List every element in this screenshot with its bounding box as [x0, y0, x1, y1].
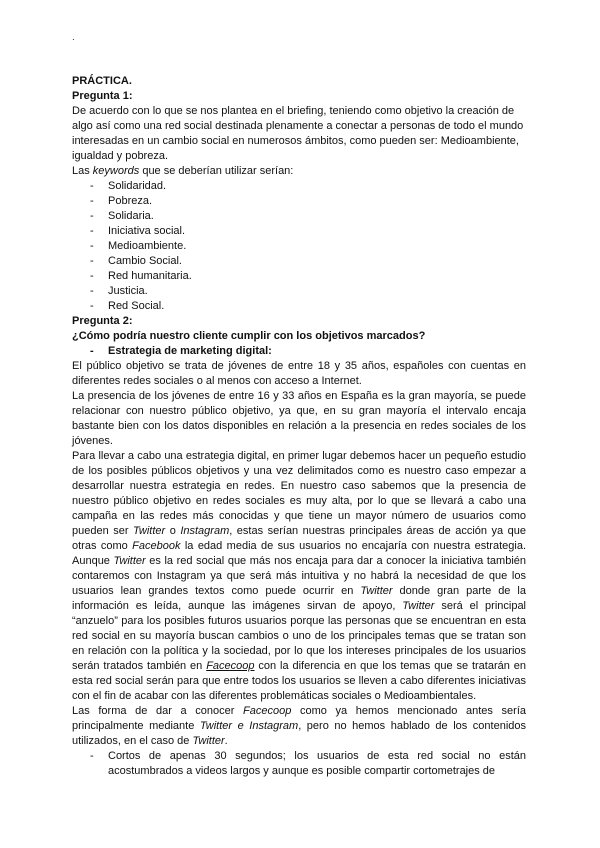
top-mark: .	[72, 32, 75, 43]
question-2-text: ¿Cómo podría nuestro cliente cumplir con los objetivos marcados?	[72, 330, 426, 342]
question-1-heading: Pregunta 1:	[72, 90, 133, 102]
keyword-item: - Pobreza.	[72, 194, 526, 209]
keyword-item: - Medioambiente.	[72, 239, 526, 254]
content-bullet: - Cortos de apenas 30 segundos; los usuarios de esta red social no están acostumbrados a videos largos y aunque es posible compartir cortometrajes de	[72, 749, 526, 779]
keyword-item: - Solidaria.	[72, 209, 526, 224]
paragraph-content: Las forma de dar a conocer Facecoop como ya hemos mencionado antes sería principalmente mediante Twitter e Instagram, pero no hemos hablado de los contenidos utilizados, en el caso de Twitter.	[72, 705, 527, 747]
document-page	[72, 30, 526, 779]
question-2-heading: Pregunta 2:	[72, 315, 133, 327]
paragraph-presence: La presencia de los jóvenes de entre 16 y 33 años en España es la gran mayoría, se puede relacionar con nuestro público objetivo, ya que, en su gran mayoría el intervalo encaja bastante bien con los datos disponibles en relación a la presencia en redes sociales de los jóvenes.	[72, 390, 526, 447]
paragraph-strategy: Para llevar a cabo una estrategia digital, en primer lugar debemos hacer un pequeño estudio de los posibles públicos objetivos y una vez delimitados como es nuestro caso empezar a desarrollar nuestra estrategia en redes. En nuestro caso sabemos que la presencia de nuestro público objetivo en redes sociales es muy alta, por lo que se llevará a cabo una campaña en las redes más conocidas y que tiene un mayor número de usuarios como pueden ser Twitter o Instagram, estas serían nuestras principales áreas de acción ya que otras como Facebook la edad media de sus usuarios no encajaría con nuestra estrategia. Aunque Twitter es la red social que más nos encaja para dar a conocer la iniciativa también contaremos con Instagram ya que será más intuitiva y no habrá la necesidad de que los usuarios lean grandes textos como puede ocurrir en Twitter donde gran parte de la información es leída, aunque las imágenes sirvan de apoyo, Twitter será el principal “anzuelo” para los posibles futuros usuarios porque las personas que se encuentran en esta red social en su mayoría buscan cambios o uno de los principales temas que se tratan son en relación con la política y la sociedad, por lo que los intereses principales de los usuarios serán tratados también en Facecoop con la diferencia en que los temas que se tratarán en esta red social serán para que entre todos los usuarios se lleven a cabo diferentes iniciativas con el fin de acabar con las diferentes problemáticas sociales o Medioambientales.	[72, 450, 527, 702]
facecoop-link: Facecoop	[206, 660, 255, 672]
keyword-item: - Solidaridad.	[72, 179, 526, 194]
paragraph-target-audience: El público objetivo se trata de jóvenes de entre 18 y 35 años, españoles con cuentas en diferentes redes sociales o al menos con acceso a Internet.	[72, 360, 526, 387]
practice-title: PRÁCTICA.	[72, 75, 132, 87]
keyword-item: - Red Social.	[72, 299, 526, 314]
keyword-item: - Iniciativa social.	[72, 224, 526, 239]
keywords-intro: Las keywords que se deberían utilizar serían:	[72, 165, 294, 177]
keyword-item: - Justicia.	[72, 284, 526, 299]
question-1-intro: De acuerdo con lo que se nos plantea en el briefing, teniendo como objetivo la creación de algo así como una red social destinada plenamente a conectar a personas de todo el mundo interesadas en un cambio social en numerosos ámbitos, como pueden ser: Medioambiente, igualdad y pobreza.	[72, 105, 524, 162]
keyword-item: - Cambio Social.	[72, 254, 526, 269]
strategy-subheading: - Estrategia de marketing digital:	[72, 344, 526, 359]
keyword-item: - Red humanitaria.	[72, 269, 526, 284]
keyword-list	[72, 179, 526, 314]
